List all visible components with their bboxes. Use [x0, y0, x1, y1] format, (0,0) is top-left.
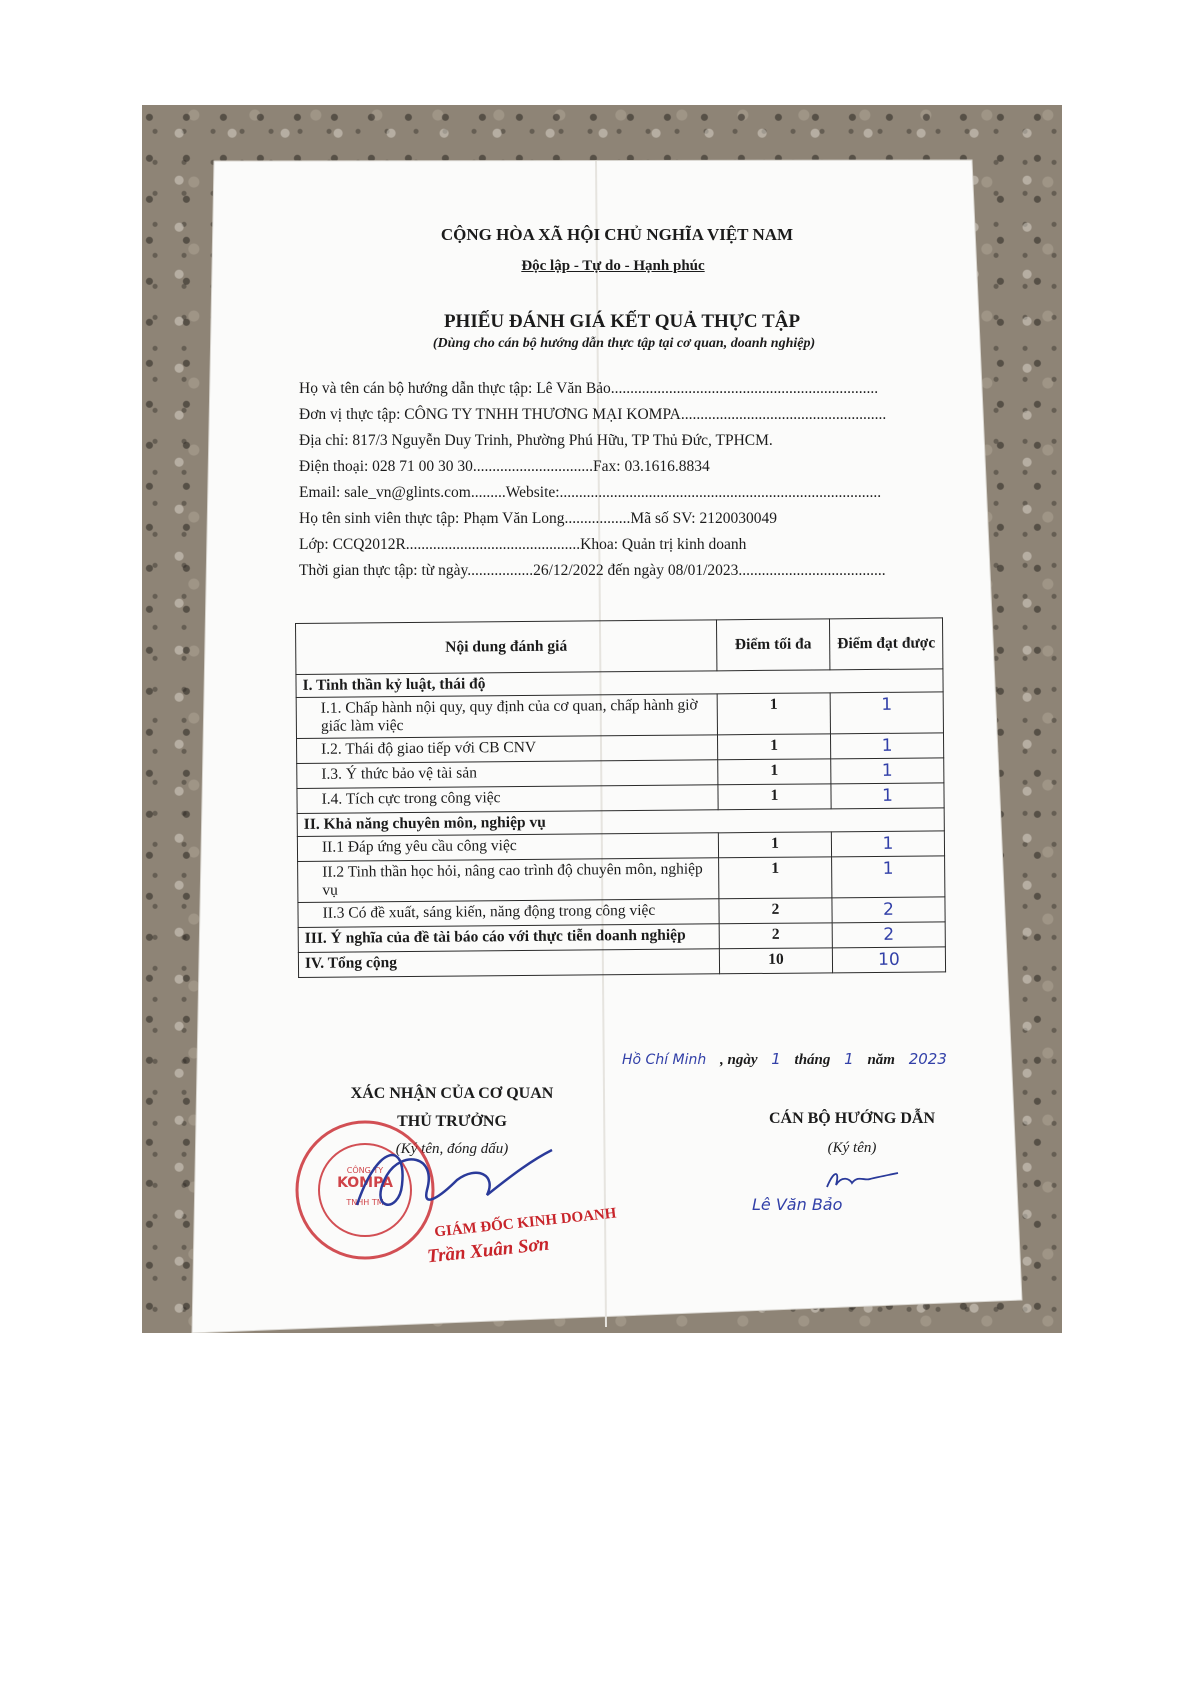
table-row	[296, 692, 943, 739]
signed-name: Trần Xuân Sơn	[426, 1233, 551, 1268]
criterion-score: 1	[831, 783, 944, 809]
criterion-max: 1	[718, 784, 831, 810]
nation-heading: CỘNG HÒA XÃ HỘI CHỦ NGHĨA VIỆT NAM	[440, 225, 794, 244]
form-title: PHIẾU ĐÁNH GIÁ KẾT QUẢ THỰC TẬP	[443, 311, 801, 332]
form-subtitle: (Dùng cho cán bộ hướng dẫn thực tập tại cơ quan, doanh nghiệp)	[432, 336, 816, 351]
header-max: Điểm tối đa	[716, 619, 829, 671]
evaluation-table	[295, 617, 946, 978]
class-faculty-field: Lớp: CCQ2012R.............................................Khoa: Quản trị kinh doanh	[299, 536, 747, 553]
section-3-max: 2	[719, 923, 832, 949]
date-line	[622, 1050, 947, 1069]
email-website-field: Email: sale_vn@glints.com.........Website:...................................................................................	[299, 484, 882, 501]
left-sign-role: THỦ TRƯỞNG	[397, 1113, 507, 1130]
document-photo	[142, 105, 1062, 1333]
total-label: IV. Tổng cộng	[298, 949, 719, 978]
criterion-label: I.4. Tích cực trong công việc	[297, 785, 718, 814]
section-3-score: 2	[832, 922, 945, 948]
criterion-score: 1	[830, 733, 943, 759]
motto: Độc lập - Tự do - Hạnh phúc	[521, 258, 705, 274]
criterion-score: 2	[832, 897, 945, 923]
date-thang-label: tháng	[794, 1052, 831, 1068]
table-header-row	[296, 618, 943, 675]
right-sign-note: (Ký tên)	[827, 1140, 877, 1156]
director-signature	[347, 1135, 557, 1225]
criterion-max: 1	[717, 693, 830, 735]
supervisor-handwritten-name: Lê Văn Bảo	[752, 1195, 843, 1214]
criterion-score: 1	[830, 692, 943, 734]
unit-field: Đơn vị thực tập: CÔNG TY TNHH THƯƠNG MẠI KOMPA.....................................................	[299, 406, 887, 423]
total-max: 10	[719, 948, 832, 974]
right-sign-title: CÁN BỘ HƯỚNG DẪN	[768, 1110, 936, 1127]
svg-text:KOMPA: KOMPA	[337, 1175, 393, 1191]
address-field: Địa chỉ: 817/3 Nguyễn Duy Trinh, Phường Phú Hữu, TP Thủ Đức, TPHCM.	[299, 432, 773, 449]
section-2-label: II. Khả năng chuyên môn, nghiệp vụ	[297, 808, 944, 837]
criterion-max: 1	[719, 857, 832, 899]
total-row	[298, 947, 945, 978]
criterion-label: I.3. Ý thức bảo vệ tài sản	[297, 760, 718, 789]
student-field: Họ tên sinh viên thực tập: Phạm Văn Long.................Mã số SV: 2120030049	[299, 510, 777, 527]
date-year: 2023	[908, 1050, 947, 1068]
section-1-label: I. Tinh thần kỷ luật, thái độ	[296, 669, 943, 698]
supervisor-field: Họ và tên cán bộ hướng dẫn thực tập: Lê Văn Bảo.....................................................................	[299, 380, 879, 397]
date-place: Hồ Chí Minh	[622, 1052, 707, 1068]
criterion-label: I.2. Thái độ giao tiếp với CB CNV	[297, 735, 718, 764]
section-3-label: III. Ý nghĩa của đề tài báo cáo với thực tiễn doanh nghiệp	[298, 924, 719, 953]
left-sign-title: XÁC NHẬN CỦA CƠ QUAN	[350, 1085, 554, 1102]
date-nam-label: năm	[867, 1052, 895, 1068]
svg-text:TNHH TM: TNHH TM	[346, 1198, 384, 1207]
total-score: 10	[832, 947, 945, 973]
form-paper	[142, 105, 1062, 1333]
header-content: Nội dung đánh giá	[296, 620, 717, 675]
table-row	[298, 856, 945, 903]
criterion-label: II.1 Đáp ứng yêu cầu công việc	[297, 833, 718, 862]
supervisor-signature	[822, 1165, 902, 1195]
criterion-score: 1	[831, 758, 944, 784]
criterion-label: II.3 Có đề xuất, sáng kiến, năng động trong công việc	[298, 899, 719, 928]
period-field: Thời gian thực tập: từ ngày.................26/12/2022 đến ngày 08/01/2023......................................	[299, 562, 886, 579]
criterion-max: 1	[717, 734, 830, 760]
signed-title: GIÁM ĐỐC KINH DOANH	[433, 1205, 618, 1241]
svg-text:CÔNG TY: CÔNG TY	[346, 1166, 384, 1175]
criterion-label: II.2 Tinh thần học hỏi, nâng cao trình độ chuyên môn, nghiệp vụ	[298, 858, 719, 903]
criterion-max: 2	[719, 898, 832, 924]
criterion-score: 1	[832, 856, 945, 898]
date-month: 1	[844, 1050, 854, 1068]
phone-fax-field: Điện thoại: 028 71 00 30 30...............................Fax: 03.1616.8834	[299, 458, 710, 475]
criterion-score: 1	[831, 831, 944, 857]
left-sign-note: (Ký tên, đóng dấu)	[395, 1141, 509, 1157]
criterion-label: I.1. Chấp hành nội quy, quy định của cơ quan, chấp hành giờ giấc làm việc	[296, 694, 717, 739]
criterion-max: 1	[718, 832, 831, 858]
criterion-max: 1	[718, 759, 831, 785]
date-day: 1	[771, 1050, 781, 1068]
header-got: Điểm đạt được	[829, 618, 942, 670]
date-ngay-label: , ngày	[720, 1052, 758, 1068]
